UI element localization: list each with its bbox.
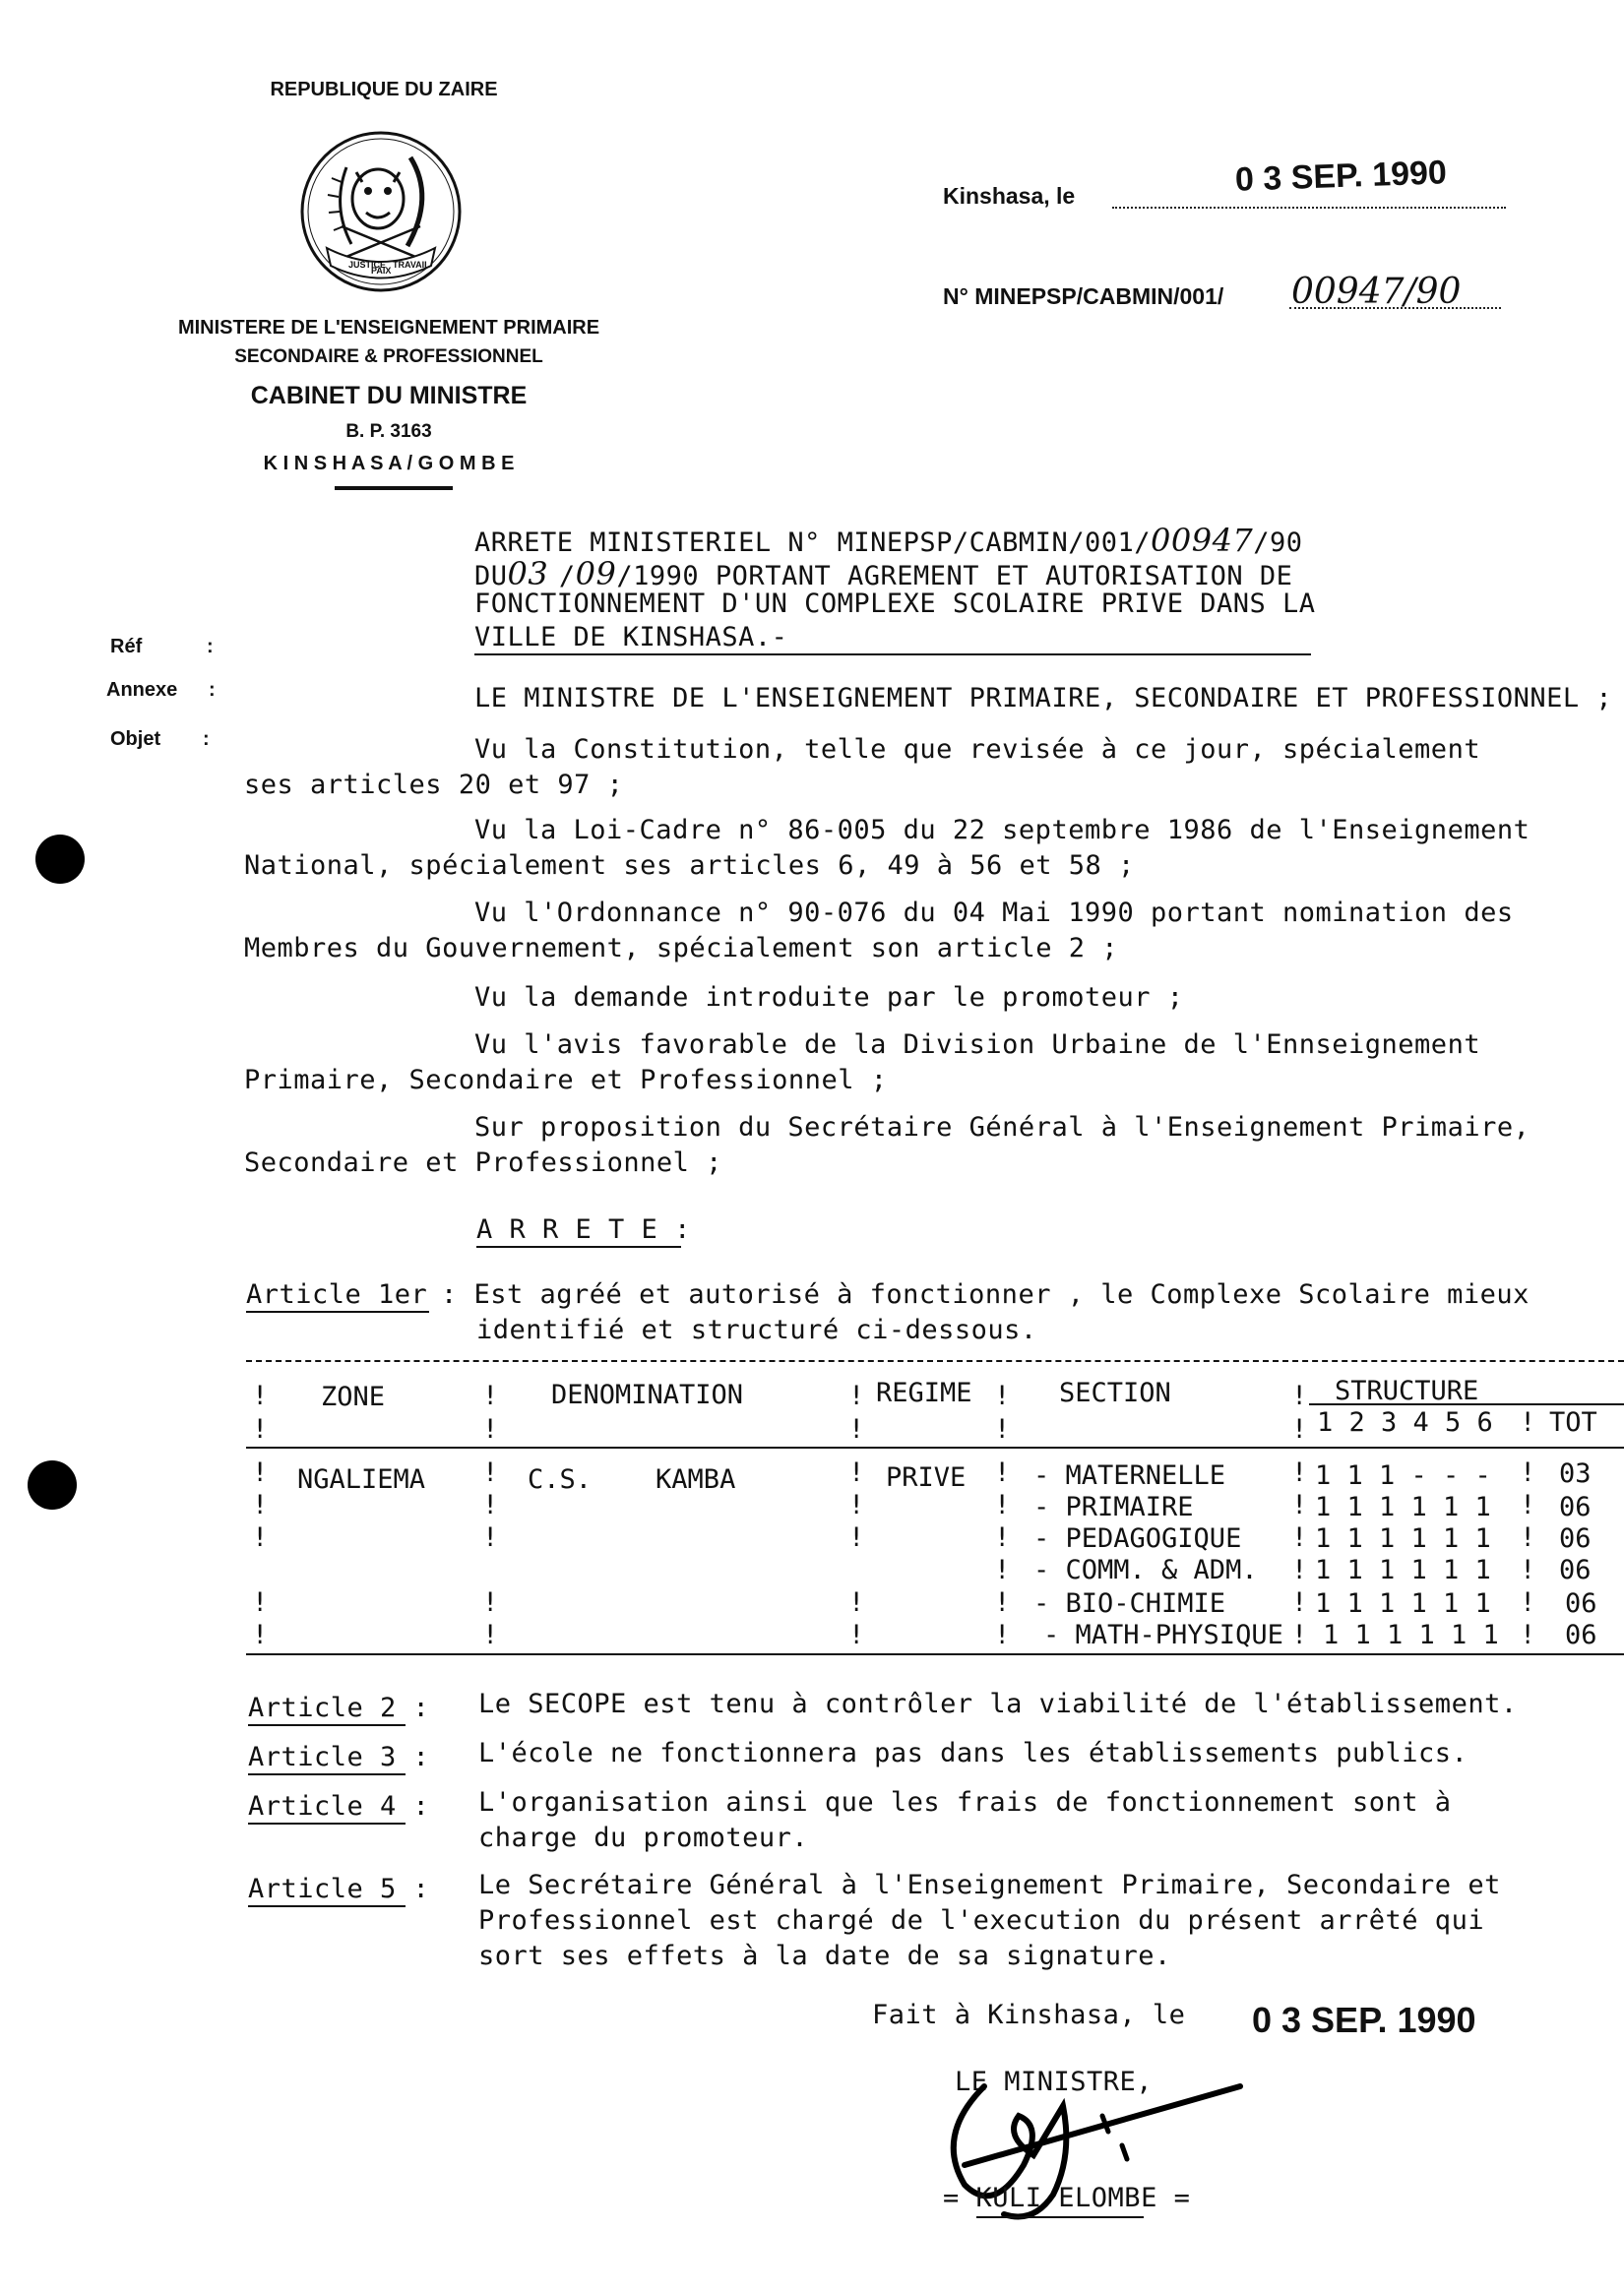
margin-annexe-label: Annexe <box>106 679 178 701</box>
header-date-stamp: 0 3 SEP. 1990 <box>1234 154 1448 199</box>
col-separator-section-body: ! ! ! ! ! ! <box>1291 1457 1308 1650</box>
article-2-text: Le SECOPE est tenu à contrôler la viabilité de l'établissement. <box>478 1689 1518 1719</box>
article-2-label: Article 2 : <box>248 1693 430 1723</box>
title-line-1: ARRETE MINISTERIEL N° MINEPSP/CABMIN/001/00947/90 <box>474 522 1303 559</box>
seal-motto-paix: PAIX <box>371 266 392 276</box>
margin-objet-colon: : <box>203 728 210 750</box>
title-underline <box>474 653 1311 655</box>
header-total: TOT <box>1549 1407 1597 1438</box>
cell-regime: PRIVE <box>886 1462 967 1493</box>
margin-annexe-colon: : <box>209 679 216 701</box>
article-5-label: Article 5 : <box>248 1874 430 1904</box>
article-5-text-2: Professionnel est chargé de l'execution du présent arrêté qui <box>478 1905 1485 1936</box>
vu-constitution-1: Vu la Constitution, telle que revisée à ce jour, spécialement <box>474 734 1481 765</box>
row-section: - COMM. & ADM. <box>1033 1555 1258 1585</box>
table-top-rule <box>246 1360 1624 1362</box>
row-total: 06 <box>1559 1492 1592 1522</box>
article-5-underline <box>248 1905 406 1907</box>
signatory-title: LE MINISTRE, <box>955 2067 1154 2097</box>
article-4-underline <box>248 1823 406 1825</box>
header-years: 1 2 3 4 5 6 <box>1317 1407 1493 1438</box>
article-1-underline <box>246 1311 429 1313</box>
col-separator-section: ! ! <box>1291 1381 1308 1445</box>
row-total: 06 <box>1565 1620 1597 1650</box>
signatory-name: = KULI ELOMBE = <box>943 2183 1191 2213</box>
article-5-text-3: sort ses effets à la date de sa signature. <box>478 1941 1171 1971</box>
table-header-rule <box>246 1447 1624 1449</box>
header-structure: STRUCTURE <box>1335 1376 1479 1406</box>
vu-loi-cadre-2: National, spécialement ses articles 6, 49 à 56 et 58 ; <box>244 850 1135 881</box>
vu-constitution-2: ses articles 20 et 97 ; <box>244 770 624 800</box>
city-address: K I N S H A S A / G O M B E <box>263 453 515 474</box>
ministry-line-1: MINISTERE DE L'ENSEIGNEMENT PRIMAIRE <box>177 317 600 339</box>
col-separator-structure-body: ! ! ! ! ! ! <box>1520 1457 1536 1650</box>
article-4-text-2: charge du promoteur. <box>478 1823 809 1853</box>
vu-ordonnance-1: Vu l'Ordonnance n° 90-076 du 04 Mai 1990 portant nomination des <box>474 898 1514 928</box>
sur-proposition-1: Sur proposition du Secrétaire Général à l'Enseignement Primaire, <box>474 1112 1530 1143</box>
article-3-label: Article 3 : <box>248 1742 430 1772</box>
signatory-name-underline <box>976 2216 1144 2218</box>
vu-loi-cadre-1: Vu la Loi-Cadre n° 86-005 du 22 septembre 1986 de l'Enseignement <box>474 815 1530 845</box>
header-section: SECTION <box>1059 1378 1171 1408</box>
ministry-line-2: SECONDAIRE & PROFESSIONNEL <box>234 346 543 367</box>
row-total: 06 <box>1559 1523 1592 1554</box>
title-line-4: VILLE DE KINSHASA.- <box>474 622 788 652</box>
article-4-label: Article 4 : <box>248 1791 430 1822</box>
row-structure: 1 1 1 1 1 1 <box>1315 1588 1491 1619</box>
seal-motto-travail: TRAVAIL <box>393 260 430 270</box>
reference-number-handwritten: 00947/90 <box>1291 272 1462 312</box>
col-separator-regime: ! ! <box>994 1381 1011 1445</box>
arrete-underline <box>476 1246 681 1248</box>
vu-demande: Vu la demande introduite par le promoteur ; <box>474 982 1184 1013</box>
row-structure: 1 1 1 1 1 1 <box>1315 1523 1491 1554</box>
article-2-underline <box>248 1724 406 1726</box>
closing-date-stamp: 0 3 SEP. 1990 <box>1252 2000 1476 2040</box>
col-separator-zone: ! ! <box>482 1381 499 1445</box>
col-separator-regime-body: ! ! ! ! ! ! <box>994 1457 1011 1650</box>
col-separator-denomination-body: ! ! ! ! ! <box>848 1457 865 1650</box>
country-name: REPUBLIQUE DU ZAIRE <box>270 79 498 100</box>
fait-a-kinshasa: Fait à Kinshasa, le <box>872 2000 1186 2030</box>
row-section: - BIO-CHIMIE <box>1033 1588 1226 1619</box>
article-3-underline <box>248 1773 406 1775</box>
row-structure: 1 1 1 1 1 1 <box>1315 1492 1491 1522</box>
margin-ref-label: Réf <box>110 636 143 657</box>
seal-motto-justice: JUSTICE <box>348 260 387 270</box>
row-total: 03 <box>1559 1458 1592 1489</box>
col-separator-zone-body: ! ! ! ! ! <box>482 1457 499 1650</box>
place-label: Kinshasa, le <box>943 183 1076 209</box>
header-regime: REGIME <box>876 1378 972 1408</box>
sur-proposition-2: Secondaire et Professionnel ; <box>244 1147 722 1178</box>
header-denomination: DENOMINATION <box>551 1380 744 1410</box>
vu-avis-2: Primaire, Secondaire et Professionnel ; <box>244 1065 888 1095</box>
col-separator-denomination: ! ! <box>848 1381 865 1445</box>
article-5-text-1: Le Secrétaire Général à l'Enseignement Primaire, Secondaire et <box>478 1870 1501 1900</box>
postal-box: B. P. 3163 <box>345 421 432 442</box>
title-line-3: FONCTIONNEMENT D'UN COMPLEXE SCOLAIRE PRIVE DANS LA <box>474 589 1316 619</box>
col-separator-structure: ! <box>1520 1407 1536 1438</box>
col-separator-left: ! ! <box>252 1381 269 1445</box>
title-line-2: DU03 /09/1990 PORTANT AGREMENT ET AUTORISATION DE <box>474 555 1293 592</box>
article-4-text-1: L'organisation ainsi que les frais de fonctionnement sont à <box>478 1787 1452 1818</box>
row-section: - MATERNELLE <box>1033 1460 1226 1491</box>
minister-heading: LE MINISTRE DE L'ENSEIGNEMENT PRIMAIRE, SECONDAIRE ET PROFESSIONNEL ; <box>474 683 1613 713</box>
vu-ordonnance-2: Membres du Gouvernement, spécialement son article 2 ; <box>244 933 1119 963</box>
reference-label: N° MINEPSP/CABMIN/001/ <box>943 283 1224 309</box>
cell-denomination: C.S. KAMBA <box>528 1464 736 1495</box>
article-1-text-1: : Est agréé et autorisé à fonctionner , le Complexe Scolaire mieux <box>441 1279 1530 1310</box>
row-total: 06 <box>1565 1588 1597 1619</box>
row-structure: 1 1 1 - - - <box>1315 1460 1491 1491</box>
article-3-text: L'école ne fonctionnera pas dans les établissements publics. <box>478 1738 1468 1768</box>
article-1-text-2: identifié et structuré ci-dessous. <box>476 1315 1037 1345</box>
col-separator-left-body: ! ! ! ! ! <box>252 1457 269 1650</box>
national-seal <box>297 128 465 300</box>
punch-hole-top <box>35 835 85 884</box>
row-section: - MATH-PHYSIQUE <box>1043 1620 1283 1650</box>
table-bottom-rule <box>246 1653 1624 1655</box>
cell-zone: NGALIEMA <box>297 1464 426 1495</box>
row-section: - PRIMAIRE <box>1033 1492 1194 1522</box>
margin-ref-colon: : <box>207 636 214 657</box>
cabinet-title: CABINET DU MINISTRE <box>250 382 528 409</box>
date-dotted-line <box>1112 207 1506 209</box>
row-total: 06 <box>1559 1555 1592 1585</box>
row-structure: 1 1 1 1 1 1 <box>1315 1555 1491 1585</box>
header-rule <box>335 486 453 490</box>
margin-objet-label: Objet <box>110 728 161 750</box>
row-section: - PEDAGOGIQUE <box>1033 1523 1242 1554</box>
punch-hole-bottom <box>28 1460 77 1510</box>
header-zone: ZONE <box>321 1382 386 1412</box>
article-1-label: Article 1er <box>246 1279 428 1310</box>
arrete-heading: A R R E T E : <box>476 1214 691 1245</box>
row-structure: 1 1 1 1 1 1 <box>1323 1620 1499 1650</box>
vu-avis-1: Vu l'avis favorable de la Division Urbaine de l'Ennseignement <box>474 1029 1481 1060</box>
